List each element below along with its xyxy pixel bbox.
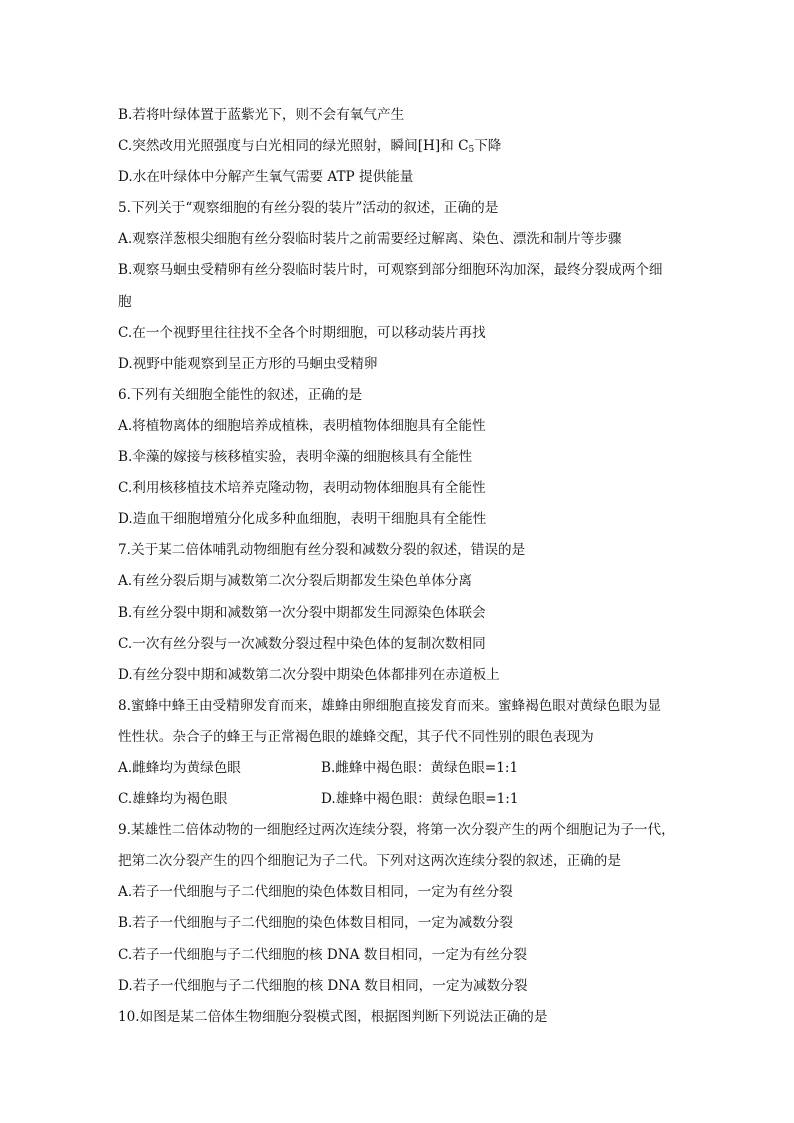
option-4b: B.若将叶绿体置于蓝紫光下，则不会有氧气产生: [118, 107, 405, 123]
option-9c: C.若子一代细胞与子二代细胞的核 DNA 数目相同，一定为有丝分裂: [118, 946, 527, 963]
option-6b: B.伞藻的嫁接与核移植实验，表明伞藻的细胞核具有全能性: [118, 449, 473, 466]
option-7d: D.有丝分裂中期和减数第二次分裂中期染色体都排列在赤道板上: [118, 666, 500, 683]
option-4d: D.水在叶绿体中分解产生氧气需要 ATP 提供能量: [118, 169, 414, 186]
question-8-line1: 8.蜜蜂中蜂王由受精卵发育而来，雄蜂由卵细胞直接发育而来。蜜蜂褐色眼对黄绿色眼为显: [118, 697, 662, 714]
option-7c: C.一次有丝分裂与一次减数分裂过程中染色体的复制次数相同: [118, 635, 486, 652]
option-8b: B.雌蜂中褐色眼：黄绿色眼=1:1: [321, 759, 519, 776]
option-5d: D.视野中能观察到呈正方形的马蛔虫受精卵: [118, 355, 378, 372]
option-9d: D.若子一代细胞与子二代细胞的核 DNA 数目相同，一定为减数分裂: [118, 977, 528, 994]
question-8-line2: 性性状。杂合子的蜂王与正常褐色眼的雄蜂交配，其子代不同性别的眼色表现为: [118, 728, 594, 745]
question-5: 5.下列关于“观察细胞的有丝分裂的装片”活动的叙述，正确的是: [118, 200, 499, 217]
options-8ab: [118, 753, 678, 784]
option-8d: D.雄蜂中褐色眼：黄绿色眼=1:1: [321, 791, 519, 808]
option-5b-line1: B.观察马蛔虫受精卵有丝分裂临时装片时，可观察到部分细胞环沟加深，最终分裂成两个细: [118, 262, 663, 279]
question-10: 10.如图是某二倍体生物细胞分裂模式图，根据图判断下列说法正确的是: [118, 1008, 548, 1025]
options-8cd: [118, 784, 678, 815]
option-5a: A.观察洋葱根尖细胞有丝分裂临时装片之前需要经过解离、染色、漂洗和制片等步骤: [118, 231, 622, 248]
option-8a: A.雌蜂均为黄绿色眼: [118, 759, 241, 776]
option-7b: B.有丝分裂中期和减数第一次分裂中期都发生同源染色体联会: [118, 604, 486, 621]
option-7a: A.有丝分裂后期与减数第二次分裂后期都发生染色单体分离: [118, 573, 472, 590]
option-4c: C.突然改用光照强度与白光相同的绿光照射，瞬间[H]和 $C_5$下降: [118, 138, 502, 156]
document-page: [118, 100, 678, 1033]
option-6d: D.造血干细胞增殖分化成多种血细胞，表明干细胞具有全能性: [118, 511, 487, 528]
option-8c: C.雄蜂均为褐色眼: [118, 791, 228, 808]
option-6a: A.将植物离体的细胞培养成植株，表明植物体细胞具有全能性: [118, 417, 486, 434]
question-7: 7.关于某二倍体哺乳动物细胞有丝分裂和减数分裂的叙述，错误的是: [118, 542, 526, 559]
option-9b: B.若子一代细胞与子二代细胞的染色体数目相同，一定为减数分裂: [118, 915, 513, 932]
option-9a: A.若子一代细胞与子二代细胞的染色体数目相同，一定为有丝分裂: [118, 884, 513, 901]
option-6c: C.利用核移植技术培养克隆动物，表明动物体细胞具有全能性: [118, 480, 486, 497]
question-9-line2: 把第二次分裂产生的四个细胞记为子二代。下列对这两次连续分裂的叙述，正确的是: [118, 853, 621, 870]
question-9-line1: 9.某雄性二倍体动物的一细胞经过两次连续分裂，将第一次分裂产生的两个细胞记为子一代，: [118, 822, 675, 839]
question-6: 6.下列有关细胞全能性的叙述，正确的是: [118, 386, 363, 403]
option-5c: C.在一个视野里往往找不全各个时期细胞，可以移动装片再找: [118, 324, 486, 341]
option-5b-line2: 胞: [118, 293, 132, 310]
